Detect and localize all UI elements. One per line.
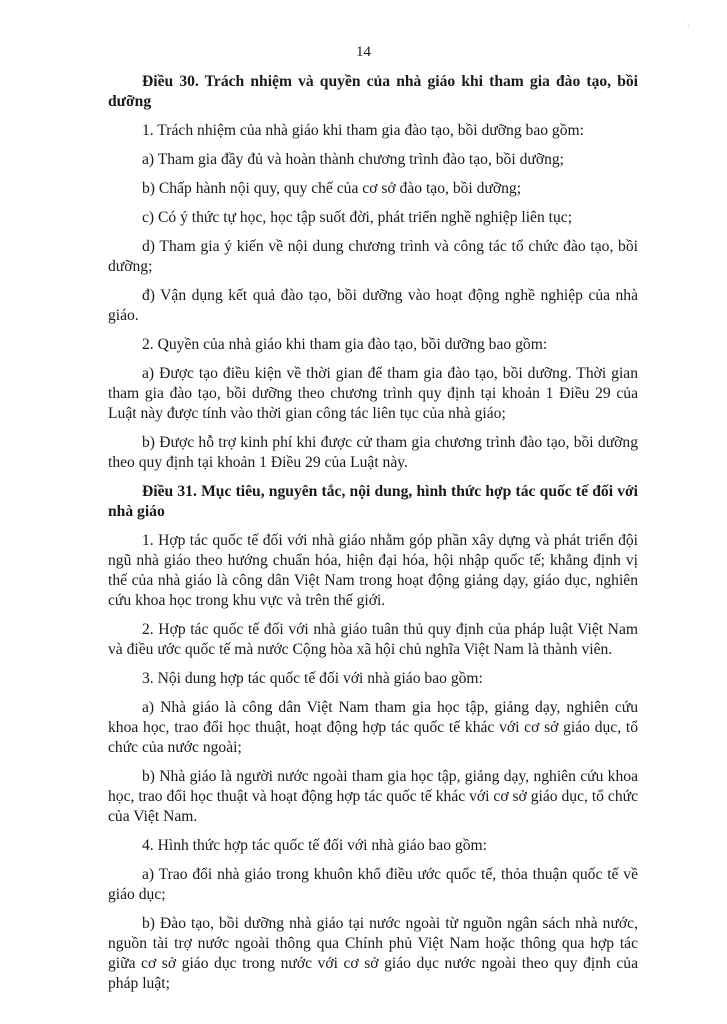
document-body: [108, 72, 638, 1003]
article-heading: Điều 30. Trách nhiệm và quyền của nhà giáo khi tham gia đào tạo, bồi dưỡng: [108, 73, 638, 110]
paragraph: a) Tham gia đầy đủ và hoàn thành chương trình đào tạo, bồi dưỡng;: [142, 151, 564, 168]
paragraph: 3. Nội dung hợp tác quốc tế đối với nhà giáo bao gồm:: [142, 670, 483, 687]
paragraph: a) Nhà giáo là công dân Việt Nam tham gia học tập, giảng dạy, nghiên cứu khoa học, trao đổi học thuật, hoạt động hợp tác quốc tế khác với cơ sở giáo dục, tổ chức của nước ngoài;: [108, 699, 638, 756]
paragraph: đ) Vận dụng kết quả đào tạo, bồi dưỡng vào hoạt động nghề nghiệp của nhà giáo.: [108, 287, 638, 324]
scan-mark: ˙ ,: [682, 18, 690, 28]
paragraph: 1. Hợp tác quốc tế đối với nhà giáo nhằm góp phần xây dựng và phát triển đội ngũ nhà giáo theo hướng chuẩn hóa, hiện đại hóa, hội nhập quốc tế; khẳng định vị thế của nhà giáo là công dân Việt Nam trong hoạt động giảng dạy, giáo dục, nghiên cứu khoa học trong khu vực và trên thế giới.: [108, 532, 638, 609]
paragraph: a) Trao đổi nhà giáo trong khuôn khổ điều ước quốc tế, thỏa thuận quốc tế về giáo dục;: [108, 866, 638, 903]
paragraph: b) Chấp hành nội quy, quy chế của cơ sở đào tạo, bồi dưỡng;: [142, 180, 522, 197]
page-number: 14: [356, 44, 371, 60]
paragraph: 4. Hình thức hợp tác quốc tế đối với nhà giáo bao gồm:: [142, 837, 487, 854]
paragraph: d) Tham gia ý kiến về nội dung chương trình và công tác tổ chức đào tạo, bồi dưỡng;: [108, 238, 638, 275]
paragraph: 2. Hợp tác quốc tế đối với nhà giáo tuân thủ quy định của pháp luật Việt Nam và điều ước quốc tế mà nước Cộng hòa xã hội chủ nghĩa Việt Nam là thành viên.: [108, 621, 638, 658]
paragraph: c) Có ý thức tự học, học tập suốt đời, phát triển nghề nghiệp liên tục;: [142, 209, 573, 226]
paragraph: 2. Quyền của nhà giáo khi tham gia đào tạo, bồi dưỡng bao gồm:: [142, 336, 548, 353]
article-heading: Điều 31. Mục tiêu, nguyên tắc, nội dung, hình thức hợp tác quốc tế đối với nhà giáo: [108, 483, 638, 520]
paragraph: b) Đào tạo, bồi dưỡng nhà giáo tại nước ngoài từ nguồn ngân sách nhà nước, nguồn tài trợ nước ngoài thông qua Chính phủ Việt Nam hoặc thông qua hợp tác giữa cơ sở giáo dục trong nước với cơ sở giáo dục nước ngoài theo quy định của pháp luật;: [108, 915, 638, 992]
paragraph: b) Nhà giáo là người nước ngoài tham gia học tập, giảng dạy, nghiên cứu khoa học, trao đổi học thuật và hoạt động hợp tác quốc tế khác với cơ sở giáo dục, tổ chức của Việt Nam.: [108, 768, 638, 825]
paragraph: 1. Trách nhiệm của nhà giáo khi tham gia đào tạo, bồi dưỡng bao gồm:: [142, 122, 584, 139]
paragraph: b) Được hỗ trợ kinh phí khi được cử tham gia chương trình đào tạo, bồi dưỡng theo quy định tại khoản 1 Điều 29 của Luật này.: [108, 434, 638, 471]
paragraph: a) Được tạo điều kiện về thời gian để tham gia đào tạo, bồi dưỡng. Thời gian tham gia đào tạo, bồi dưỡng theo chương trình quy định tại khoản 1 Điều 29 của Luật này được tính vào thời gian công tác liên tục của nhà giáo;: [108, 365, 638, 422]
